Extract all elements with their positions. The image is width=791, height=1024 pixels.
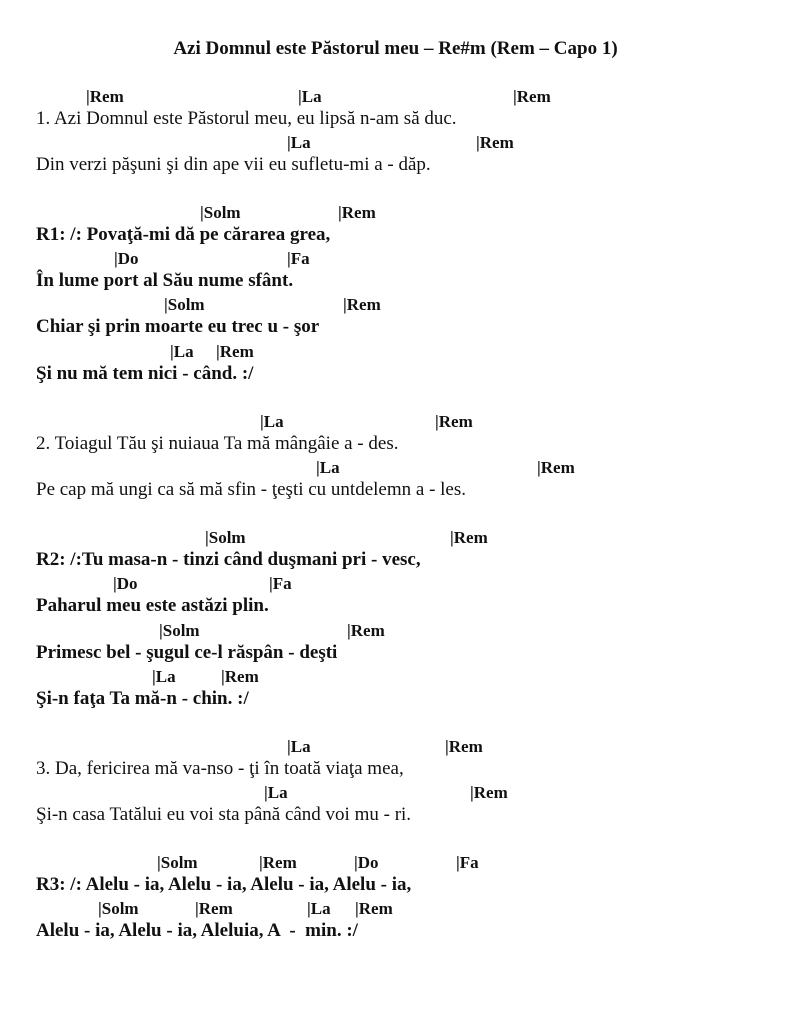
chord: |Rem <box>216 342 254 361</box>
chord: |La <box>307 899 331 918</box>
chord: |Solm <box>205 528 246 547</box>
chord: |Rem <box>355 899 393 918</box>
chord: |Rem <box>537 458 575 477</box>
chord: |Solm <box>200 203 241 222</box>
chord: |Do <box>354 853 379 872</box>
chord: |Do <box>114 249 139 268</box>
lyric-line: Şi-n casa Tatălui eu voi sta până când voi mu - ri. <box>36 804 412 825</box>
chord: |La <box>260 412 284 431</box>
chord: |Rem <box>195 899 233 918</box>
chord: |Rem <box>513 87 551 106</box>
chord: |La <box>316 458 340 477</box>
song-title: Azi Domnul este Păstorul meu – Re#m (Rem – Capo 1) <box>173 38 618 59</box>
chord: |Rem <box>259 853 297 872</box>
refrain-line: Primesc bel - şugul ce-l răspân - deşti <box>36 642 338 663</box>
chord: |Fa <box>456 853 479 872</box>
refrain-line: Chiar şi prin moarte eu trec u - şor <box>36 316 320 337</box>
refrain-line: Alelu - ia, Alelu - ia, Aleluia, A - min. :/ <box>36 920 358 941</box>
chord: |Fa <box>287 249 310 268</box>
refrain-line: În lume port al Său nume sfânt. <box>36 270 294 291</box>
refrain-line: Paharul meu este astăzi plin. <box>36 595 269 616</box>
chord: |Solm <box>98 899 139 918</box>
refrain-line: R1: /: Povaţă-mi dă pe cărarea grea, <box>36 224 331 245</box>
chord: |La <box>298 87 322 106</box>
chord: |La <box>264 783 288 802</box>
chord: |La <box>287 737 311 756</box>
chord: |La <box>152 667 176 686</box>
chord: |Rem <box>347 621 385 640</box>
lyric-line: Din verzi păşuni şi din ape vii eu sufletu-mi a - dăp. <box>36 154 431 175</box>
chord: |Solm <box>159 621 200 640</box>
refrain-line: R2: /:Tu masa-n - tinzi când duşmani pri - vesc, <box>36 549 421 570</box>
chord: |Rem <box>450 528 488 547</box>
chord: |Rem <box>221 667 259 686</box>
chord: |Rem <box>435 412 473 431</box>
lyric-line: 2. Toiagul Tău şi nuiaua Ta mă mângâie a - des. <box>36 433 399 454</box>
lyric-line: 3. Da, fericirea mă va-nso - ţi în toată viaţa mea, <box>36 758 404 779</box>
refrain-line: R3: /: Alelu - ia, Alelu - ia, Alelu - ia, Alelu - ia, <box>36 874 412 895</box>
lyric-line: 1. Azi Domnul este Păstorul meu, eu lipsă n-am să duc. <box>36 108 457 129</box>
chord: |La <box>287 133 311 152</box>
refrain-line: Şi-n faţa Ta mă-n - chin. :/ <box>36 688 249 709</box>
chord: |Do <box>113 574 138 593</box>
chord: |Solm <box>157 853 198 872</box>
chord: |Rem <box>476 133 514 152</box>
chord: |Rem <box>338 203 376 222</box>
chord: |La <box>170 342 194 361</box>
chord: |Rem <box>445 737 483 756</box>
chord: |Rem <box>343 295 381 314</box>
chord: |Fa <box>269 574 292 593</box>
chord: |Rem <box>86 87 124 106</box>
lyric-line: Pe cap mă ungi ca să mă sfin - ţeşti cu untdelemn a - les. <box>36 479 467 500</box>
chord: |Solm <box>164 295 205 314</box>
refrain-line: Şi nu mă tem nici - când. :/ <box>36 363 254 384</box>
chord: |Rem <box>470 783 508 802</box>
